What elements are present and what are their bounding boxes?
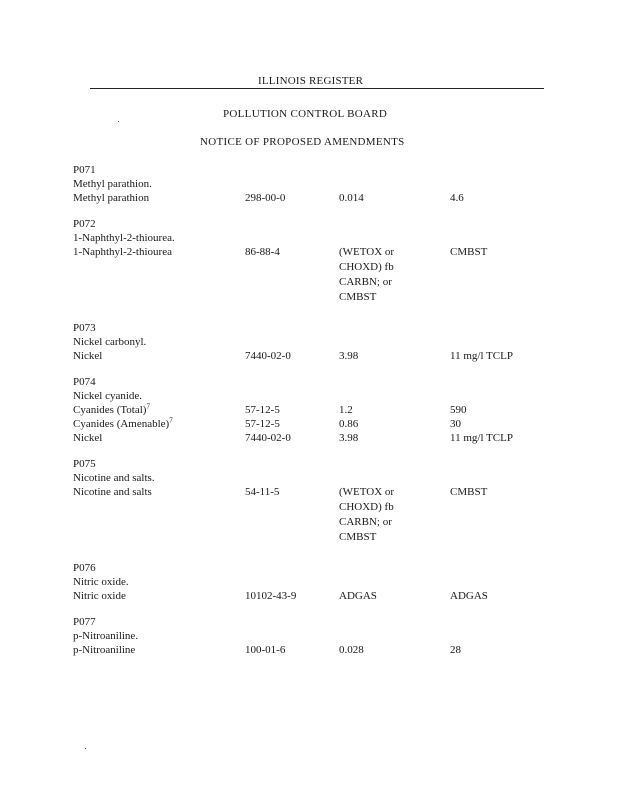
nonwastewater-standard: 11 mg/l TCLP bbox=[450, 432, 513, 444]
waste-entry bbox=[73, 375, 553, 445]
wastewater-standard-line: CARBN; or bbox=[339, 276, 392, 288]
constituent-name: Nickel bbox=[73, 350, 103, 362]
waste-code: P076 bbox=[73, 562, 96, 574]
cas-number: 10102-43-9 bbox=[245, 590, 297, 602]
wastewater-standard: 3.98 bbox=[339, 432, 359, 444]
waste-code-row bbox=[73, 561, 553, 575]
constituent-name: Nickel bbox=[73, 432, 103, 444]
wastewater-standard: 3.98 bbox=[339, 350, 359, 362]
waste-description: 1-Naphthyl-2-thiourea. bbox=[73, 232, 175, 244]
constituent-name: Nitric oxide bbox=[73, 590, 126, 602]
cas-number: 57-12-5 bbox=[245, 418, 280, 430]
wastewater-standard: 0.028 bbox=[339, 644, 364, 656]
constituent-name: Methyl parathion bbox=[73, 192, 150, 204]
wastewater-standard-line: CARBN; or bbox=[339, 516, 392, 528]
wastewater-standard: 0.86 bbox=[339, 418, 359, 430]
waste-entry bbox=[73, 615, 553, 657]
waste-code: P077 bbox=[73, 616, 96, 628]
nonwastewater-standard: 30 bbox=[450, 418, 461, 430]
constituent-row bbox=[73, 417, 553, 431]
waste-description-row bbox=[73, 575, 553, 589]
waste-description-row bbox=[73, 629, 553, 643]
nonwastewater-standard: 4.6 bbox=[450, 192, 464, 204]
waste-code-row bbox=[73, 375, 553, 389]
waste-entry bbox=[73, 321, 553, 363]
wastewater-standard-line: (WETOX or bbox=[339, 486, 395, 498]
wastewater-standard: ADGAS bbox=[339, 590, 377, 602]
waste-entry bbox=[73, 561, 553, 603]
wastewater-standard: 1.2 bbox=[339, 404, 353, 416]
constituent-row bbox=[73, 485, 553, 549]
waste-code-row bbox=[73, 321, 553, 335]
waste-description: p-Nitroaniline. bbox=[73, 630, 139, 642]
constituent-name: Cyanides (Total)$^7$ bbox=[73, 402, 150, 416]
waste-description-row bbox=[73, 231, 553, 245]
footnote-marker: 7 bbox=[169, 416, 173, 425]
wastewater-standard bbox=[339, 245, 394, 305]
register-title: ILLINOIS REGISTER bbox=[258, 75, 364, 87]
waste-description-row bbox=[73, 471, 553, 485]
cas-number: 54-11-5 bbox=[245, 486, 280, 498]
cas-number: 86-88-4 bbox=[245, 246, 280, 258]
constituent-row bbox=[73, 431, 553, 445]
nonwastewater-standard: CMBST bbox=[450, 486, 488, 498]
waste-code-row bbox=[73, 457, 553, 471]
constituent-row bbox=[73, 245, 553, 309]
wastewater-standard-line: CMBST bbox=[339, 291, 377, 303]
waste-code-list bbox=[73, 163, 553, 669]
waste-entry bbox=[73, 217, 553, 309]
constituent-name: p-Nitroaniline bbox=[73, 644, 136, 656]
waste-code: P071 bbox=[73, 164, 96, 176]
scan-speck bbox=[118, 121, 119, 122]
waste-code-row bbox=[73, 615, 553, 629]
constituent-row bbox=[73, 643, 553, 657]
waste-code: P073 bbox=[73, 322, 96, 334]
wastewater-standard-line: (WETOX or bbox=[339, 246, 395, 258]
constituent-name: Cyanides (Amenable)$^7$ bbox=[73, 416, 173, 430]
wastewater-standard: 0.014 bbox=[339, 192, 364, 204]
header-rule bbox=[90, 88, 544, 89]
waste-description-row bbox=[73, 177, 553, 191]
waste-code: P075 bbox=[73, 458, 96, 470]
waste-entry bbox=[73, 457, 553, 549]
waste-code-row bbox=[73, 217, 553, 231]
wastewater-standard-line: CHOXD) fb bbox=[339, 261, 394, 273]
waste-code: P072 bbox=[73, 218, 96, 230]
board-title: POLLUTION CONTROL BOARD bbox=[223, 108, 388, 120]
constituent-row bbox=[73, 589, 553, 603]
waste-code: P074 bbox=[73, 376, 96, 388]
waste-description: Nicotine and salts. bbox=[73, 472, 155, 484]
constituent-row bbox=[73, 349, 553, 363]
cas-number: 298-00-0 bbox=[245, 192, 286, 204]
waste-description-row bbox=[73, 389, 553, 403]
cas-number: 7440-02-0 bbox=[245, 432, 291, 444]
waste-description: Nitric oxide. bbox=[73, 576, 129, 588]
nonwastewater-standard: ADGAS bbox=[450, 590, 488, 602]
constituent-row bbox=[73, 191, 553, 205]
cas-number: 100-01-6 bbox=[245, 644, 286, 656]
waste-description: Methyl parathion. bbox=[73, 178, 152, 190]
notice-title: NOTICE OF PROPOSED AMENDMENTS bbox=[200, 136, 405, 148]
scan-speck bbox=[85, 748, 86, 749]
nonwastewater-standard: 11 mg/l TCLP bbox=[450, 350, 513, 362]
waste-description-row bbox=[73, 335, 553, 349]
waste-description: Nickel carbonyl. bbox=[73, 336, 147, 348]
waste-code-row bbox=[73, 163, 553, 177]
cas-number: 7440-02-0 bbox=[245, 350, 291, 362]
wastewater-standard bbox=[339, 485, 394, 545]
wastewater-standard-line: CMBST bbox=[339, 531, 377, 543]
nonwastewater-standard: 28 bbox=[450, 644, 461, 656]
constituent-row bbox=[73, 403, 553, 417]
waste-description: Nickel cyanide. bbox=[73, 390, 143, 402]
cas-number: 57-12-5 bbox=[245, 404, 280, 416]
wastewater-standard-line: CHOXD) fb bbox=[339, 501, 394, 513]
constituent-name: Nicotine and salts bbox=[73, 486, 152, 498]
constituent-name: 1-Naphthyl-2-thiourea bbox=[73, 246, 172, 258]
waste-entry bbox=[73, 163, 553, 205]
nonwastewater-standard: CMBST bbox=[450, 246, 488, 258]
nonwastewater-standard: 590 bbox=[450, 404, 467, 416]
footnote-marker: 7 bbox=[146, 402, 150, 411]
